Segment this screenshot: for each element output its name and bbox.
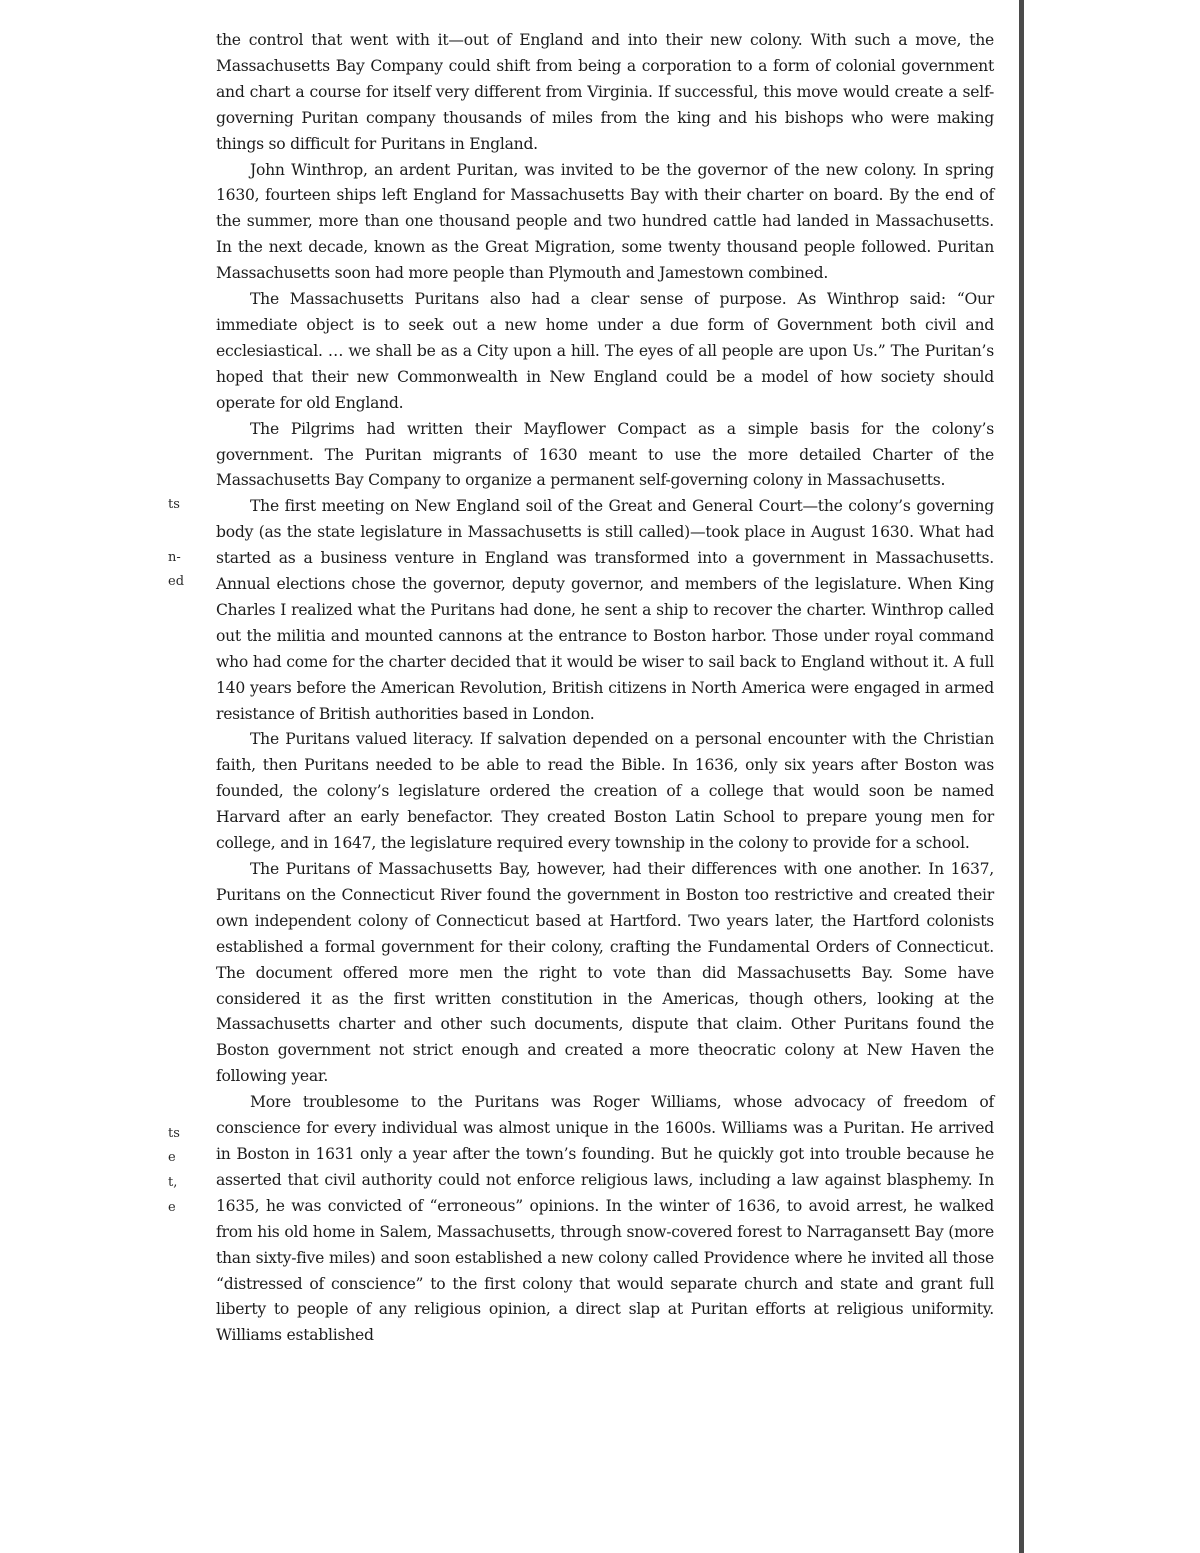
paragraph-3: The Massachusetts Puritans also had a clear sense of purpose. As Winthrop said: “Our immediate object is to seek out a new home under a due form of Government both civil and ecclesiastical. … we shall be as a City upon a hill. The eyes of all people are upon Us.” The Puritan’s hoped that their new Commonwealth in New England could be a model of how society should operate for old England. <box>216 290 994 412</box>
paragraph-2: John Winthrop, an ardent Puritan, was invited to be the governor of the new colony. In spring 1630, fourteen ships left England for Massachusetts Bay with their charter on board. By the end of the summer, more than one thousand people and two hundred cattle had landed in Massachusetts. In the next decade, known as the Great Migration, some twenty thousand people followed. Puritan Massachusetts soon had more people than Plymouth and Jamestown combined. <box>216 160 994 283</box>
margin-fragment: e <box>168 1200 176 1215</box>
margin-fragment: n- <box>168 550 181 565</box>
margin-fragment: ts <box>168 497 180 512</box>
margin-fragment: ed <box>168 574 185 589</box>
body-text-column <box>216 28 994 1349</box>
page-edge-rule <box>1019 0 1024 1553</box>
margin-fragment: t, <box>168 1175 178 1190</box>
margin-fragment: ts <box>168 1126 180 1141</box>
paragraph-7: The Puritans of Massachusetts Bay, however, had their differences with one another. In 1637, Puritans on the Connecticut River found the government in Boston too restrictive and created their own independent colony of Connecticut based at Hartford. Two years later, the Hartford colonists established a formal government for their colony, crafting the Fundamental Orders of Connecticut. The document offered more men the right to vote than did Massachusetts Bay. Some have considered it as the first written constitution in the Americas, though others, looking at the Massachusetts charter and other such documents, dispute that claim. Other Puritans found the Boston government not strict enough and created a more theocratic colony at New Haven the following year. <box>216 860 994 1086</box>
paragraph-8: More troublesome to the Puritans was Roger Williams, whose advocacy of freedom of conscience for every individual was almost unique in the 1600s. Williams was a Puritan. He arrived in Boston in 1631 only a year after the town’s founding. But he quickly got into trouble because he asserted that civil authority could not enforce religious laws, including a law against blasphemy. In 1635, he was convicted of “erroneous” opinions. In the winter of 1636, to avoid arrest, he walked from his old home in Salem, Massachusetts, through snow-covered forest to Narragansett Bay (more than sixty-five miles) and soon established a new colony called Providence where he invited all those “distressed of conscience” to the first colony that would separate church and state and grant full liberty to people of any religious opinion, a direct slap at Puritan efforts at religious uniformity. Williams established <box>216 1093 994 1345</box>
paragraph-4: The Pilgrims had written their Mayflower Compact as a simple basis for the colony’s government. The Puritan migrants of 1630 meant to use the more detailed Charter of the Massachusetts Bay Company to organize a permanent self-governing colony in Massachusetts. <box>216 419 994 490</box>
paragraph-5: The first meeting on New England soil of the Great and General Court—the colony’s governing body (as the state legislature in Massachusetts is still called)—took place in August 1630. What had started as a business venture in England was transformed into a government in Massachusetts. Annual elections chose the governor, deputy governor, and members of the legislature. When King Charles I realized what the Puritans had done, he sent a ship to recover the charter. Winthrop called out the militia and mounted cannons at the entrance to Boston harbor. Those under royal command who had come for the charter decided that it would be wiser to sail back to England without it. A full 140 years before the American Revolution, British citizens in North America were engaged in armed resistance of British authorities based in London. <box>216 497 994 723</box>
margin-fragment: e <box>168 1150 176 1165</box>
paragraph-6: The Puritans valued literacy. If salvation depended on a personal encounter with the Christian faith, then Puritans needed to be able to read the Bible. In 1636, only six years after Boston was founded, the colony’s legislature ordered the creation of a college that would soon be named Harvard after an early benefactor. They created Boston Latin School to prepare young men for college, and in 1647, the legislature required every township in the colony to provide for a school. <box>216 730 994 853</box>
paragraph-1: the control that went with it—out of England and into their new colony. With such a move, the Massachusetts Bay Company could shift from being a corporation to a form of colonial government and chart a course for itself very different from Virginia. If successful, this move would create a self-governing Puritan company thousands of miles from the king and his bishops who were making things so difficult for Puritans in England. <box>216 31 994 153</box>
